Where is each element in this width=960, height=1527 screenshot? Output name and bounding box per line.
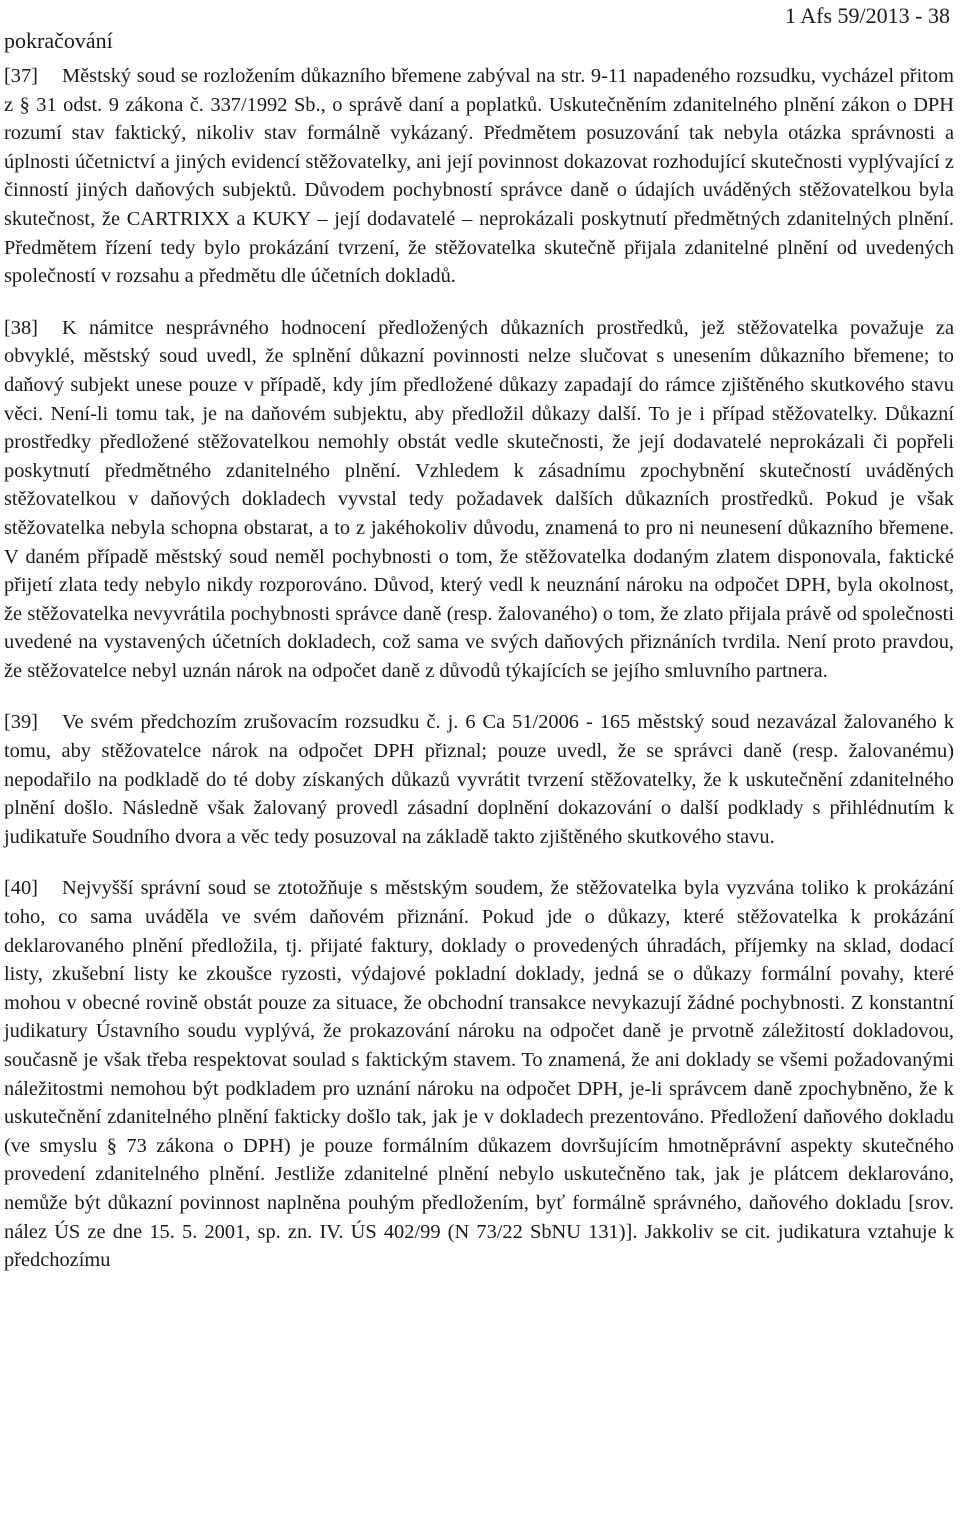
- paragraph-text: Nejvyšší správní soud se ztotožňuje s městským soudem, že stěžovatelka byla vyzvána toliko k prokázání toho, co sama uváděla ve svém daňovém přiznání. Pokud jde o důkazy, které stěžovatelka k prokázání deklarovaného plnění předložila, tj. přijaté faktury, doklady o provedených úhradách, příjemky na sklad, dodací listy, zkušební listy ke zkoušce ryzosti, výdajové pokladní doklady, jedná se o důkazy formální povahy, které mohou v obecné rovině obstát pouze za situace, že obchodní transakce nevykazují žádné pochybnosti. Z konstantní judikatury Ústavního soudu vyplývá, že prokazování nároku na odpočet daně je prvotně záležitostí dokladovou, současně je však třeba respektovat soulad s faktickým stavem. To znamená, že ani doklady se všemi požadovanými náležitostmi nemohou být podkladem pro uznání nároku na odpočet DPH, je-li správcem daně zpochybněno, že k uskutečnění zdanitelného plnění fakticky došlo tak, jak je v dokladech prezentováno. Předložení daňového dokladu (ve smyslu § 73 zákona o DPH) je pouze formálním důkazem dovršujícím hmotněprávní aspekty skutečného provedení zdanitelného plnění. Jestliže zdanitelné plnění nebylo uskutečněno tak, jak je plátcem deklarováno, nemůže být důkazní povinnost naplněna pouhým předložením, byť formálně správného, daňového dokladu [srov. nález ÚS ze dne 15. 5. 2001, sp. zn. IV. ÚS 402/99 (N 73/22 SbNU 131)]. Jakkoliv se cit. judikatura vztahuje k předchozímu: [4, 877, 954, 1272]
- paragraph-text: Městský soud se rozložením důkazního břemene zabýval na str. 9-11 napadeného rozsudku, vycházel přitom z § 31 odst. 9 zákona č. 337/1992 Sb., o správě daní a poplatků. Uskutečněním zdanitelného plnění zákon o DPH rozumí stav faktický, nikoliv stav formálně vykázaný. Předmětem posuzování tak nebyla otázka správnosti a úplnosti účetnictví a jiných evidencí stěžovatelky, ani její povinnost dokazovat rozhodující skutečnosti vyplývající z činností jiných daňových subjektů. Důvodem pochybností správce daně o údajích uváděných stěžovatelkou byla skutečnost, že CARTRIXX a KUKY – její dodavatelé – neprokázali poskytnutí předmětných zdanitelných plnění. Předmětem řízení tedy bylo prokázání tvrzení, že stěžovatelka skutečně přijala zdanitelné plnění od uvedených společností v rozsahu a předmětu dle účetních dokladů.: [4, 65, 954, 288]
- continuation-label: pokračování: [4, 28, 113, 53]
- paragraph-number: [39]: [4, 711, 38, 734]
- paragraph-number: [38]: [4, 316, 38, 339]
- paragraph-37: [4, 62, 954, 291]
- paragraph-39: [4, 708, 954, 851]
- paragraph-text: Ve svém předchozím zrušovacím rozsudku č. j. 6 Ca 51/2006 - 165 městský soud nezavázal žalovaného k tomu, aby stěžovatelce nárok na odpočet DPH přiznal; pouze uvedl, že se správci daně (resp. žalovanému) nepodařilo na podkladě do té doby získaných důkazů vyvrátit tvrzení stěžovatelky, že k uskutečnění zdanitelného plnění došlo. Následně však žalovaný provedl zásadní doplnění dokazování o další podklady s přihlédnutím k judikatuře Soudního dvora a věc tedy posuzoval na základě takto zjištěného skutkového stavu.: [4, 711, 954, 848]
- paragraph-40: [4, 874, 954, 1274]
- paragraph-38: [4, 314, 954, 686]
- paragraph-number: [37]: [4, 65, 38, 87]
- paragraph-text: K námitce nesprávného hodnocení předložených důkazních prostředků, jež stěžovatelka považuje za obvyklé, městský soud uvedl, že splnění důkazní povinnosti nelze slučovat s unesením důkazního břemene; to daňový subjekt unese pouze v případě, kdy jím předložené důkazy zapadají do rámce zjištěného skutkového stavu věci. Není-li tomu tak, je na daňovém subjektu, aby předložil důkazy další. To je i případ stěžovatelky. Důkazní prostředky předložené stěžovatelkou nemohly obstát vedle skutečnosti, že její dodavatelé neprokázali či popřeli poskytnutí předmětného zdanitelného plnění. Vzhledem k zásadnímu zpochybnění skutečností uváděných stěžovatelkou v daňových dokladech vyvstal tedy požadavek dalších důkazních prostředků. Pokud je však stěžovatelka nebyla schopna obstarat, a to z jakéhokoliv důvodu, znamená to pro ni neunesení důkazního břemene. V daném případě městský soud neměl pochybnosti o tom, že stěžovatelka dodaným zlatem disponovala, faktické přijetí zlata tedy nebylo nikdy rozporováno. Důvod, který vedl k neuznání nároku na odpočet DPH, byla okolnost, že stěžovatelka nevyvrátila pochybnosti správce daně (resp. žalovaného) o tom, že zlato přijala právě od společnosti uvedené na vystavených účetních dokladech, což sama ve svých daňových přiznáních tvrdila. Není proto pravdou, že stěžovatelce nebyl uznán nárok na odpočet daně z důvodů týkajících se jejího smluvního partnera.: [4, 316, 954, 682]
- page-header: [4, 0, 954, 62]
- case-number: 1 Afs 59/2013 - 38: [785, 3, 950, 28]
- paragraph-number: [40]: [4, 877, 38, 900]
